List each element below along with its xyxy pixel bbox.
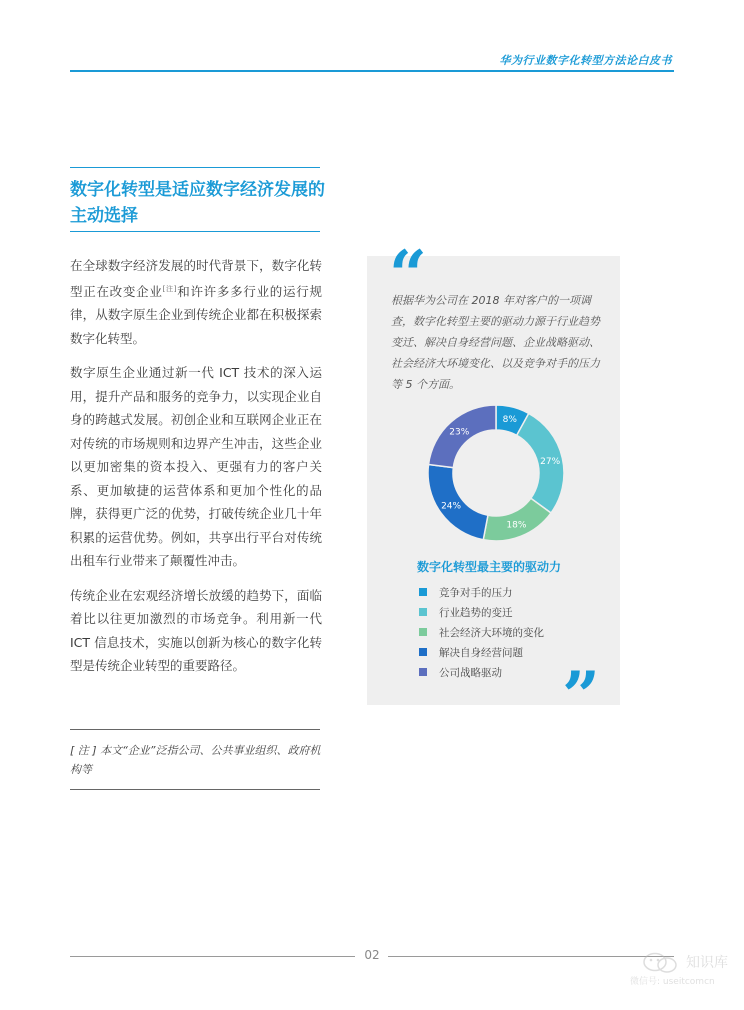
legend-label: 行业趋势的变迁 [439, 606, 513, 619]
donut-slice-label-3: 24% [441, 501, 462, 512]
legend-swatch [419, 588, 427, 596]
legend-item-3 [419, 642, 544, 662]
section-top-rule [70, 167, 320, 168]
quote-box [367, 236, 620, 735]
chart-legend [419, 582, 544, 682]
chart-title: 数字化转型最主要的驱动力 [417, 560, 562, 574]
legend-swatch [419, 628, 427, 636]
footnote: [ 注 ] 本文“企业”泛指公司、公共事业组织、政府机构等 [70, 744, 321, 776]
watermark-name: 知识库 [686, 955, 728, 971]
donut-chart [421, 398, 571, 548]
note-rule-top [70, 729, 320, 730]
donut-slice-label-0: 8% [502, 415, 517, 426]
body-text [70, 254, 322, 689]
close-quote-icon: ” [562, 657, 600, 735]
legend-item-0 [419, 582, 544, 602]
section-title: 数字化转型是适应数字经济发展的主动选择 [70, 180, 325, 226]
legend-swatch [419, 668, 427, 676]
paragraph-3: 传统企业在宏观经济增长放缓的趋势下，面临着比以往更加激烈的市场竞争。利用新一代 ICT 信息技术，实施以创新为核心的数字化转型是传统企业转型的重要路径。 [70, 587, 322, 674]
legend-item-2 [419, 622, 544, 642]
donut-slice-label-1: 27% [540, 456, 561, 467]
legend-label: 社会经济大环境的变化 [439, 626, 544, 639]
legend-item-1 [419, 602, 544, 622]
donut-slice-label-4: 23% [449, 427, 470, 438]
watermark-id: 微信号: useitcomcn [630, 977, 715, 987]
header-rule [70, 70, 674, 72]
header-title: 华为行业数字化转型方法论白皮书 [499, 54, 672, 67]
watermark [630, 950, 738, 990]
footer-rule-left [70, 956, 355, 957]
footnote-marker: [注] [162, 284, 177, 293]
legend-item-4 [419, 662, 544, 682]
legend-label: 公司战略驱动 [439, 666, 502, 679]
open-quote-icon: “ [389, 236, 427, 314]
legend-swatch [419, 648, 427, 656]
note-rule-bottom [70, 789, 320, 790]
legend-label: 竞争对手的压力 [439, 586, 513, 599]
donut-slice-label-2: 18% [506, 520, 527, 531]
paragraph-2: 数字原生企业通过新一代 ICT 技术的深入运用，提升产品和服务的竞争力，以实现企业自身的跨越式发展。初创企业和互联网企业正在对传统的市场规则和边界产生冲击，这些企业以更加密集的资本投入、更强有力的客户关系、更加敏捷的运营体系和更加个性化的品牌，获得更广泛的优势，打破传统企业几十年积累的运营优势。例如，共享出行平台对传统出租车行业带来了颠覆性冲击。 [70, 365, 322, 569]
legend-label: 解决自身经营问题 [439, 646, 523, 659]
paragraph-1-text-b: 和许许多多行业的运行规律，从数字原生企业到传统企业都在积极探索数字化转型。 [70, 283, 322, 346]
section-bottom-rule [70, 231, 320, 232]
legend-swatch [419, 608, 427, 616]
wechat-icon [642, 952, 680, 974]
page-number: 02 [364, 948, 380, 962]
quote-text: 根据华为公司在 2018 年对客户的一项调查，数字化转型主要的驱动力源于行业趋势变迁、解决自身经营问题、企业战略驱动、社会经济大环境变化、以及竞争对手的压力等 5 个方面。 [391, 294, 600, 391]
paragraph-1-text-a: 在全球数字经济发展的时代背景下，数字化转型正在改变企业 [70, 258, 322, 299]
paragraph-1 [70, 254, 322, 350]
